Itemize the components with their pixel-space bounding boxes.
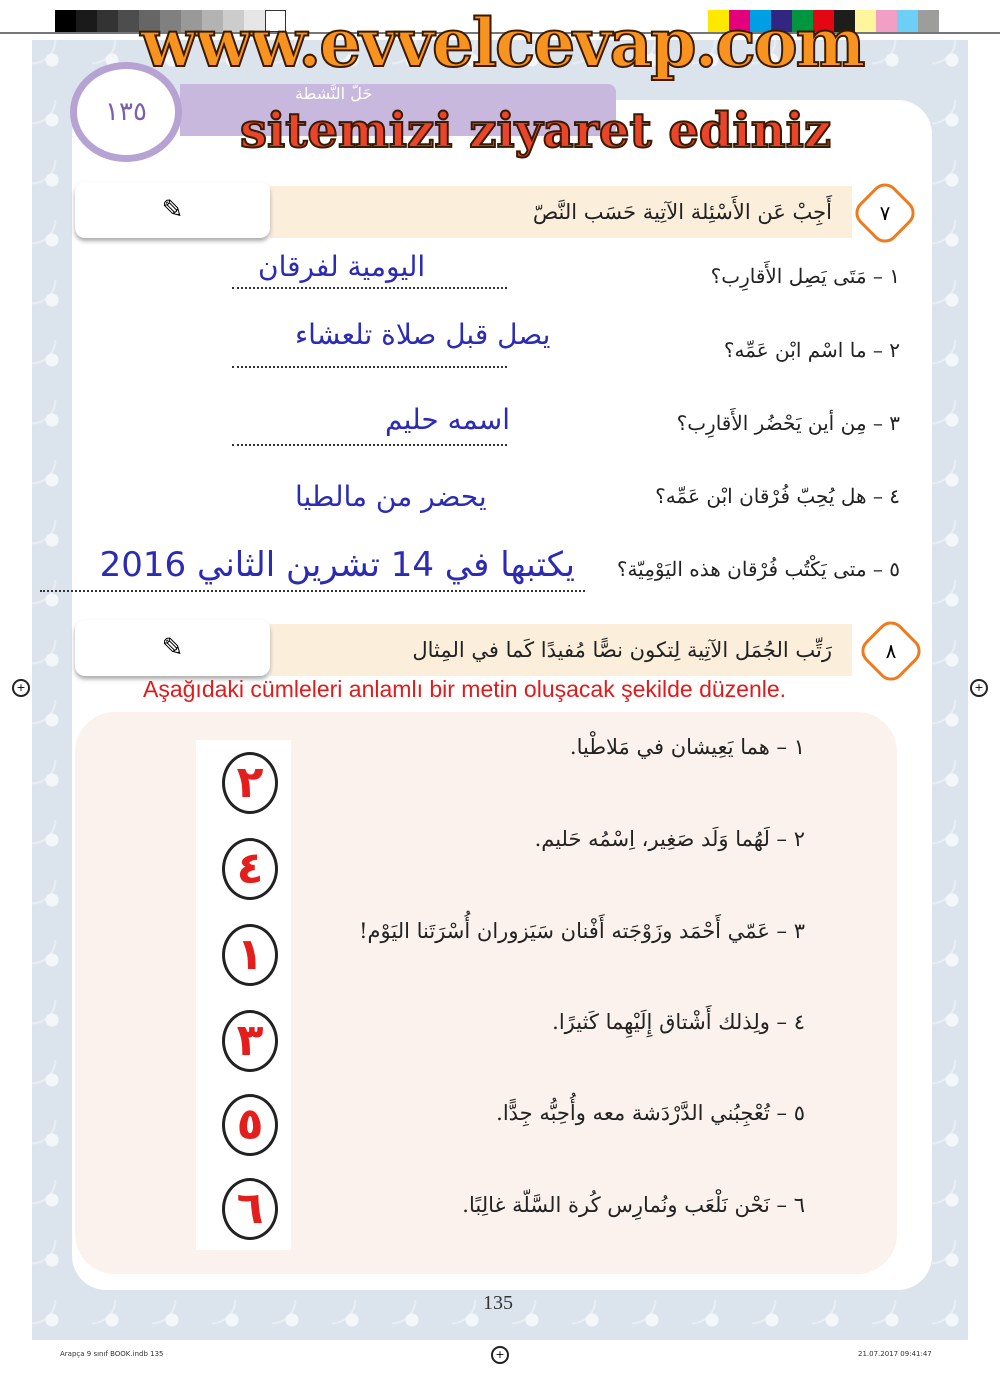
question-5: ٥ – متى يَكْتُب فُرْقان هذه اليَوْمِيّة؟ [616, 557, 900, 581]
footer-file: Arapça 9 sınıf BOOK.indb 135 [60, 1350, 164, 1358]
footer-timestamp: 21.07.2017 09:41:47 [858, 1350, 932, 1358]
pencil-paper-icon: ✎ [75, 620, 270, 676]
order-circle-4: ٣ [222, 1010, 278, 1072]
question-3: ٣ – مِن أين يَحْضُر الأَقارِب؟ [676, 411, 900, 435]
question-4: ٤ – هل يُحِبّ فُرْقان ابْن عَمِّه؟ [655, 484, 900, 508]
sentence-1: ١ – هما يَعِيشان في مَلاطْيا. [569, 735, 805, 759]
answer-2: يصل قبل صلاة تلعشاء [295, 318, 551, 351]
sentence-2: ٢ – لَهُما وَلَد صَغِير، اِسْمُه حَليم. [534, 827, 805, 851]
order-circle-6: ٦ [222, 1178, 278, 1240]
question-2: ٢ – ما اسْم ابْن عَمِّه؟ [723, 338, 900, 362]
pencil-paper-icon: ✎ [75, 182, 270, 238]
answer-line [232, 444, 507, 446]
sentence-5: ٥ – تُعْجِبُني الدَّرْدَشة معه وأُحِبُّه جِدًّا. [496, 1101, 805, 1125]
sentence-4: ٤ – ولِذلك أَشْتاق إِلَيْهِما كَثيرًا. [552, 1010, 805, 1034]
order-column [196, 740, 291, 1250]
answer-4: يحضر من مالطيا [295, 480, 487, 513]
watermark-site: www.evvelcevap.com [140, 4, 864, 82]
answer-5: يكتبها في 14 تشرين الثاني 2016 [99, 545, 575, 585]
page-number: 135 [483, 1292, 513, 1314]
answer-line [232, 366, 507, 368]
question-1: ١ – مَتَى يَصِل الأَقارِب؟ [710, 264, 900, 288]
answer-3: اسمه حليم [385, 403, 511, 436]
exercise7-number: ٧ [850, 178, 921, 249]
order-circle-3: ١ [222, 924, 278, 986]
page-number-arabic: ١٣٥ [105, 97, 147, 127]
exercise7-title: أَجِبْ عَن الأَسْئِلة الآتِية حَسَب النَّصّ [270, 186, 852, 238]
registration-mark-icon: + [970, 679, 988, 697]
sentence-6: ٦ – نَحْن نَلْعَب ونُمارِس كُرة السَّلّة غالِبًا. [462, 1193, 805, 1217]
section-title: حَلّ النَّشطة [295, 84, 373, 103]
answer-1: اليومية لفرقان [258, 250, 426, 283]
exercise8-number: ٨ [856, 616, 927, 687]
order-circle-1: ٢ [222, 752, 278, 814]
turkish-instruction: Aşağıdaki cümleleri anlamlı bir metin oluşacak şekilde düzenle. [143, 676, 787, 702]
answer-line [40, 590, 585, 592]
answer-line [232, 287, 507, 289]
registration-mark-icon: + [491, 1346, 509, 1364]
watermark-slogan: sitemizi ziyaret ediniz [240, 103, 832, 159]
exercise8-title: رَتِّب الجُمَل الآتِية لِتكون نصًّا مُفيدًا كَما في المِثال [270, 624, 852, 676]
order-circle-2: ٤ [222, 838, 278, 900]
order-circle-5: ٥ [222, 1094, 278, 1156]
registration-mark-icon: + [12, 679, 30, 697]
sentence-3: ٣ – عَمّي أَحْمَد وزَوْجَته أَفْنان سَيَزوران أُسْرَتَنا اليَوْم! [359, 919, 805, 943]
